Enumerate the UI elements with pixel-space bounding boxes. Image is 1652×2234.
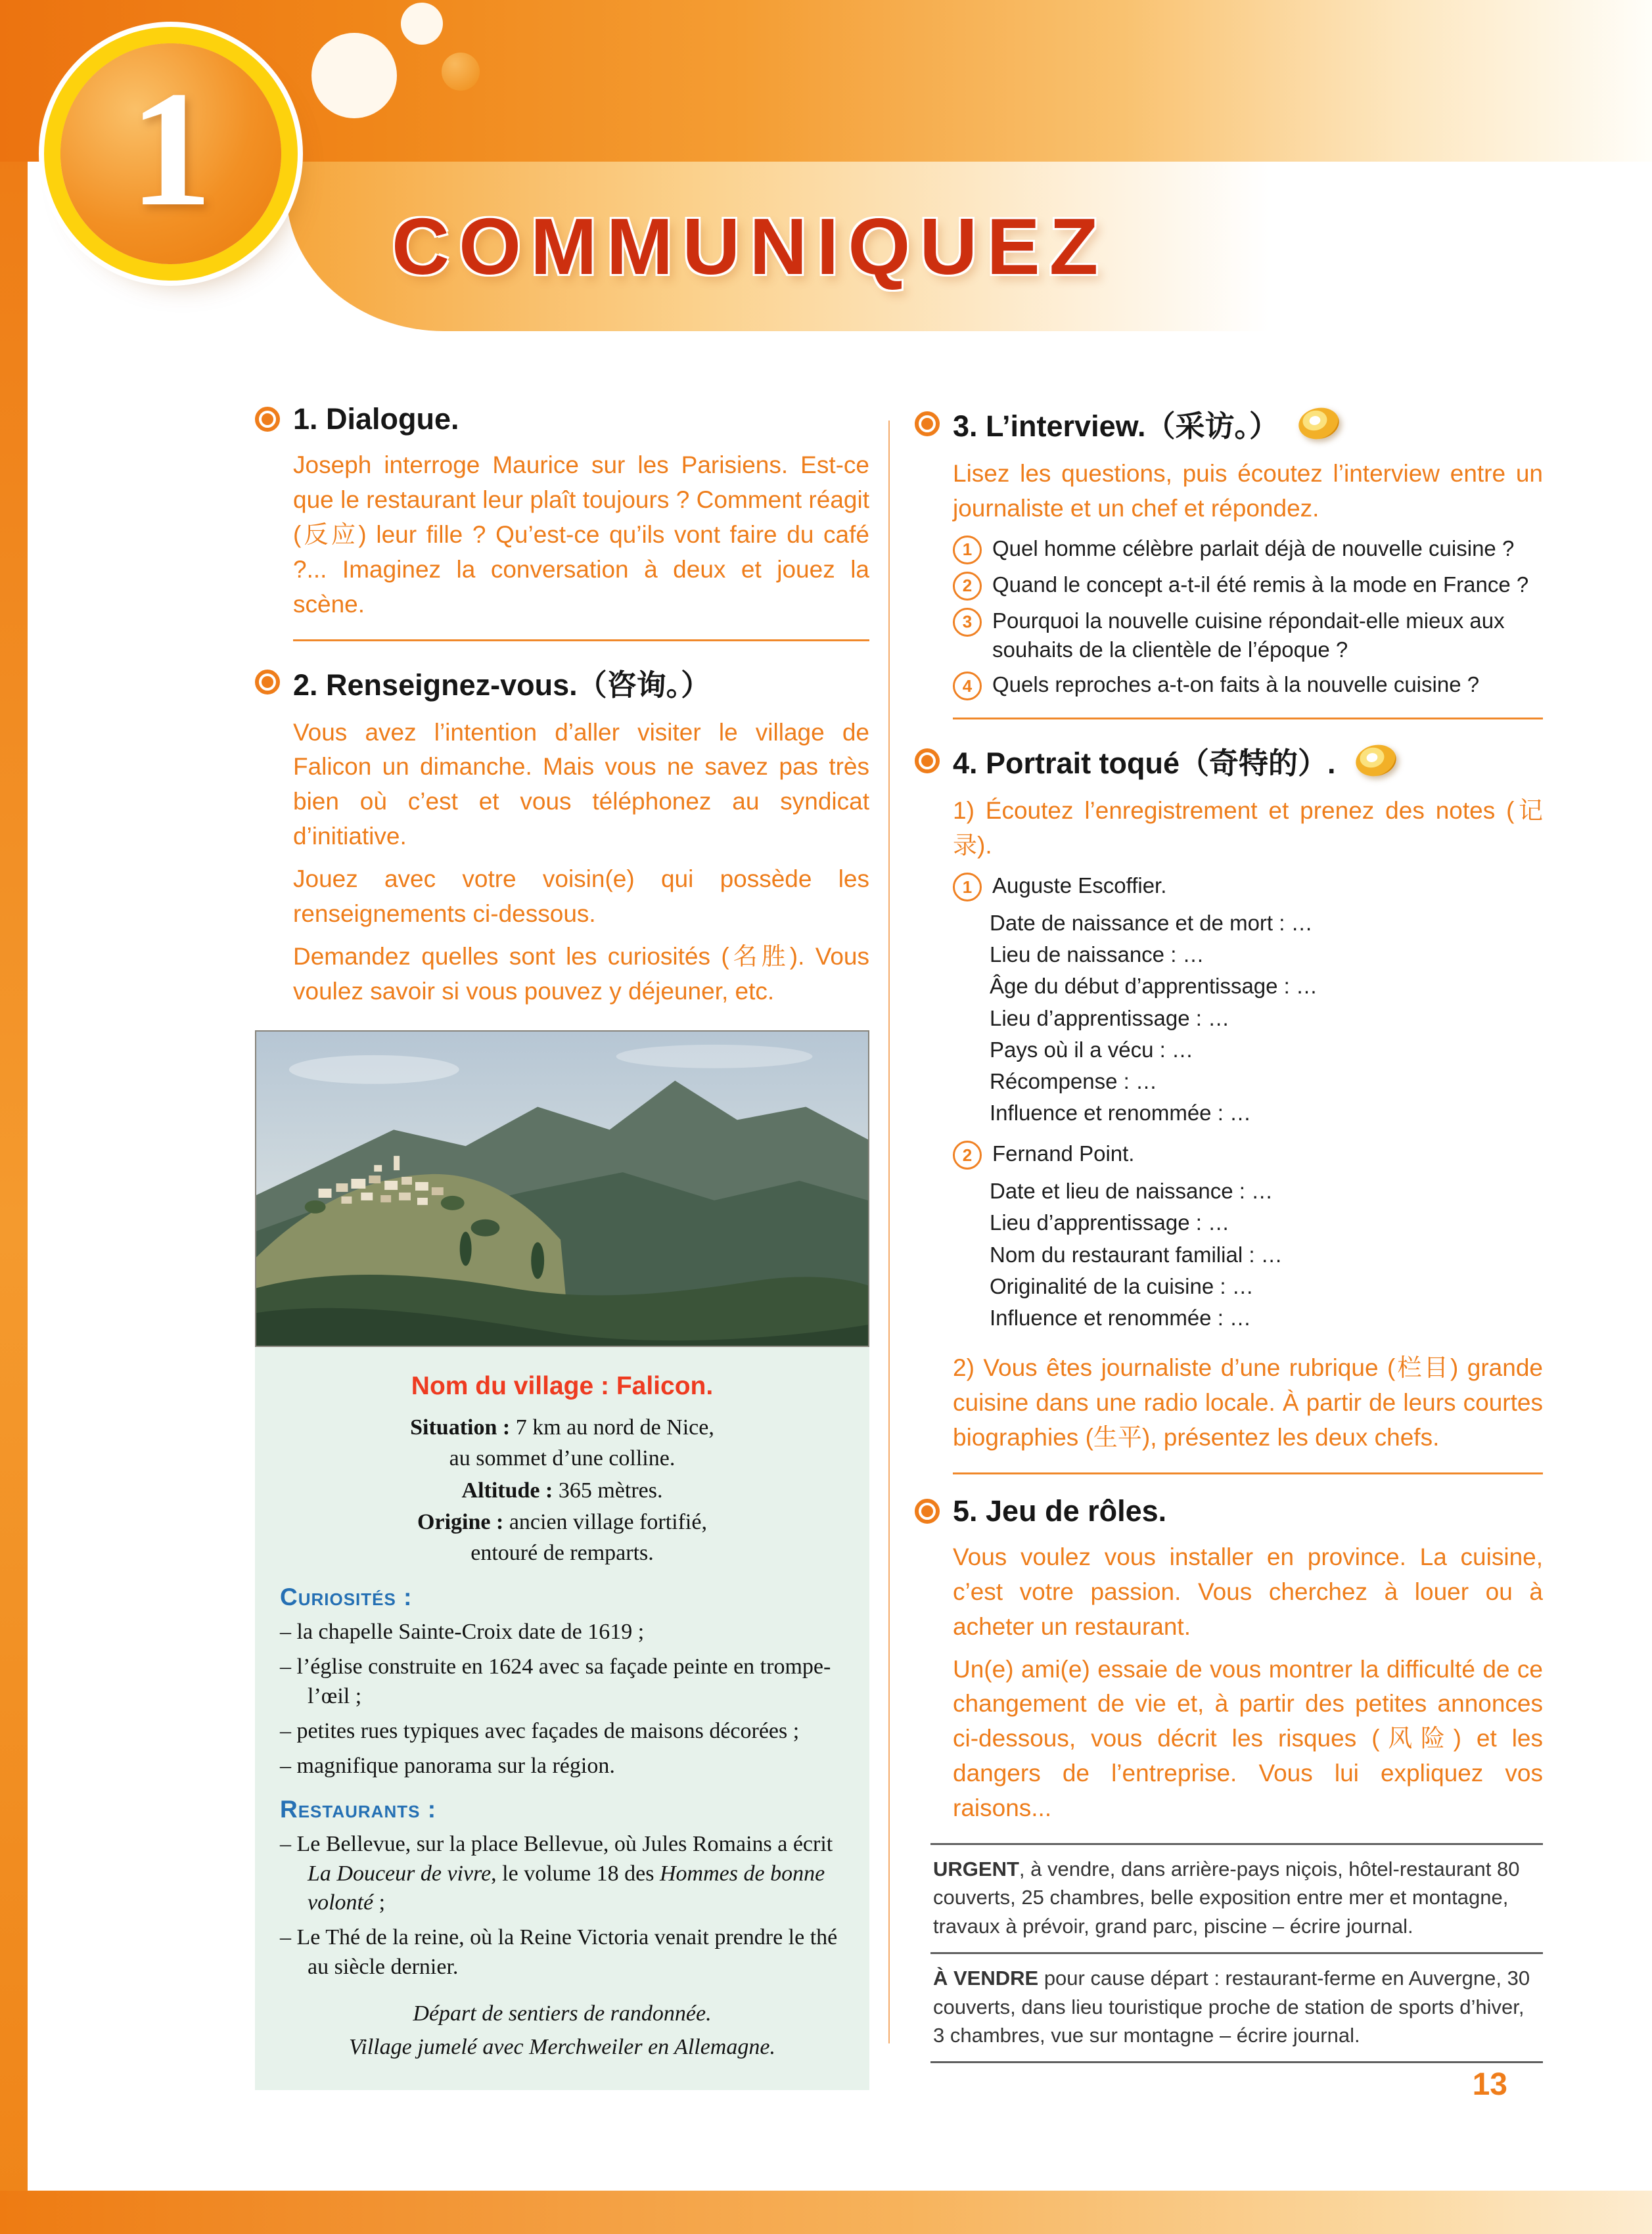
fact-label: Altitude : [461,1478,553,1503]
circled-number: 4 [953,672,982,700]
circled-number: 1 [953,536,982,564]
restaurant-text: , le volume 18 des [491,1861,660,1886]
left-column [255,402,869,2090]
classified-ads [930,1843,1543,2063]
bottom-edge-band [0,2191,1652,2234]
falicon-village-photo [256,1032,868,1346]
exercise-text: Un(e) ami(e) essaie de vous montrer la difficulté de ce changement de vie et, à partir des petites annonces ci-dessous, vous décrit les risques (风险) et les dangers de l’entreprise. Vous lui expliquez vos raisons... [953,1655,1543,1822]
note-line: Départ de sentiers de randonnée. [413,2001,712,2026]
question-text: Pourquoi la nouvelle cuisine répondait-elle mieux aux souhaits de la clientèle de l’époque ? [992,608,1505,662]
fact-value: 7 km au nord de Nice, [515,1415,714,1440]
note-line: Nom du restaurant familial : … [990,1242,1283,1267]
curiosity-item: – la chapelle Sainte-Croix date de 1619 ; [280,1618,844,1647]
restaurants-heading: Restaurants : [280,1795,437,1823]
page-number: 13 [1472,2067,1507,2102]
ad-text: , à vendre, dans arrière-pays niçois, hôtel-restaurant 80 couverts, 25 chambres, belle exposition entre mer et montagne, travaux à prévoir, grand parc, piscine – écrire journal. [933,1858,1520,1938]
cd-icon [1296,404,1342,443]
note-line: Lieu de naissance : … [990,942,1205,967]
question-text: Quand le concept a-t-il été remis à la mode en France ? [992,572,1529,597]
section-title: 3. L’interview.（采访。） [953,409,1279,443]
village-fact-altitude [280,1476,844,1507]
fact-label: Origine : [417,1510,504,1535]
exercise-text: Demandez quelles sont les curiosités (名胜). Vous voulez savoir si vous pouvez y déjeuner, etc. [293,942,869,1005]
question-item [953,570,1543,601]
note-line: Lieu d’apprentissage : … [990,1005,1230,1030]
page-title: COMMUNIQUEZ [392,202,1108,291]
curiosity-item: – l’église construite en 1624 avec sa façade peinte en trompe-l’œil ; [280,1653,844,1712]
question-text: Quel homme célèbre parlait déjà de nouvelle cuisine ? [992,536,1515,560]
unit-number-badge [60,43,281,264]
fact-value: au sommet d’une colline. [449,1446,676,1470]
question-list [953,534,1543,700]
section-divider [953,1472,1543,1474]
restaurant-text: Le Bellevue, sur la place Bellevue, où Jules Romains a écrit [296,1831,833,1856]
village-name: Nom du village : Falicon. [411,1371,714,1400]
fact-label: Situation : [410,1415,511,1440]
note-line: Influence et renommée : … [990,1305,1252,1330]
falicon-photo-frame [255,1030,869,1347]
chef-name: Fernand Point. [992,1141,1135,1166]
decor-circle-icon [401,3,443,45]
village-fact-origine [280,1507,844,1569]
ad-lead: À VENDRE [933,1967,1039,1990]
section-bullet-icon [255,670,280,695]
note-line: Influence et renommée : … [990,1101,1252,1126]
exercise-text: 2) Vous êtes journaliste d’une rubrique (栏目) grande cuisine dans une radio locale. À partir de leurs courtes biographies (生平), présentez les deux chefs. [953,1354,1543,1451]
fact-value: ancien village fortifié, [509,1510,707,1535]
section-bullet-icon [915,411,940,436]
exercise-text: Jouez avec votre voisin(e) qui possède les renseignements ci-dessous. [293,865,869,928]
cd-icon [1352,741,1398,780]
note-line: Date et lieu de naissance : … [990,1179,1273,1204]
note-line: Récompense : … [990,1068,1157,1093]
book-title: Hommes de bonne volonté [308,1861,825,1915]
right-column [915,402,1543,2063]
note-line: Originalité de la cuisine : … [990,1273,1254,1298]
section-interview [915,402,1543,700]
classified-ad [930,1843,1543,1952]
section-jeu-de-roles [915,1494,1543,2064]
note-line: Date de naissance et de mort : … [990,911,1313,936]
section-title: 2. Renseignez-vous.（咨询。） [293,668,711,702]
section-portrait-toque [915,739,1543,1455]
section-title: 4. Portrait toqué（奇特的）. [953,746,1336,781]
classified-ad [930,1952,1543,2061]
section-heading [915,739,1543,782]
section-title: 1. Dialogue. [293,402,459,436]
page-header [0,0,1652,342]
chef-name: Auguste Escoffier. [992,873,1167,898]
village-info-card [255,1347,869,2090]
ad-lead: URGENT [933,1858,1019,1881]
chef-note-list [990,907,1543,1129]
question-item [953,606,1543,664]
chef-heading [953,1139,1543,1170]
chef-block [953,1139,1543,1334]
curiosites-heading: Curiosités : [280,1584,413,1611]
section-heading [255,661,869,704]
ad-text: pour cause départ : restaurant-ferme en Auvergne, 30 couverts, dans lieu touristique proche de station de sports d’hiver, 3 chambres, vue sur montagne – écrire journal. [933,1967,1530,2047]
section-renseignez-vous [255,661,869,1009]
note-line: Village jumelé avec Merchweiler en Allemagne. [349,2035,775,2059]
question-item [953,670,1543,700]
section-bullet-icon [255,407,280,432]
circled-number: 1 [953,873,982,901]
section-heading [915,1494,1543,1528]
fact-value: 365 mètres. [558,1478,663,1503]
exercise-text: Lisez les questions, puis écoutez l’interview entre un journaliste et un chef et répondez. [953,460,1543,522]
chef-block [953,871,1543,1129]
chef-note-list [990,1175,1543,1334]
header-title-band [287,162,1652,331]
curiosity-item: – petites rues typiques avec façades de maisons décorées ; [280,1717,844,1746]
section-title: 5. Jeu de rôles. [953,1493,1167,1528]
village-fact-situation [280,1413,844,1474]
note-line: Lieu d’apprentissage : … [990,1210,1230,1235]
fact-value: entouré de remparts. [470,1541,654,1566]
circled-number: 2 [953,1141,982,1170]
note-line: Âge du début d’apprentissage : … [990,974,1318,999]
village-notes [280,1997,844,2064]
exercise-text: Vous avez l’intention d’aller visiter le village de Falicon un dimanche. Mais vous ne savez pas très bien où c’est et vous téléphonez au syndicat d’initiative. [293,718,869,850]
curiosity-item: – magnifique panorama sur la région. [280,1752,844,1781]
decor-circle-icon [311,33,397,118]
restaurant-item [280,1830,844,1919]
decor-circle-icon [442,53,480,91]
note-line: Pays où il a vécu : … [990,1037,1193,1062]
exercise-text: Joseph interroge Maurice sur les Parisiens. Est-ce que le restaurant leur plaît toujours ? Comment réagit (反应) leur fille ? Qu’est-ce qu’ils vont faire du café ?... Imaginez la conversation à deux et jouez la scène. [293,451,869,618]
circled-number: 3 [953,608,982,637]
chef-heading [953,871,1543,901]
question-item [953,534,1543,564]
exercise-text: Vous voulez vous installer en province. La cuisine, c’est votre passion. Vous cherchez à louer ou à acheter un restaurant. [953,1543,1543,1640]
section-divider [953,718,1543,719]
section-heading [915,402,1543,445]
section-heading [255,402,869,436]
question-text: Quels reproches a-t-on faits à la nouvelle cuisine ? [992,672,1480,697]
section-bullet-icon [915,1499,940,1524]
exercise-text: 1) Écoutez l’enregistrement et prenez des notes (记录). [953,797,1543,859]
restaurant-text: ; [373,1890,386,1915]
book-title: La Douceur de vivre [308,1861,492,1886]
unit-number: 1 [129,56,212,240]
section-bullet-icon [915,748,940,773]
section-dialogue [255,402,869,622]
circled-number: 2 [953,572,982,601]
restaurant-item: – Le Thé de la reine, où la Reine Victoria venait prendre le thé au siècle dernier. [280,1923,844,1982]
section-divider [293,639,869,641]
column-divider [888,421,890,2043]
